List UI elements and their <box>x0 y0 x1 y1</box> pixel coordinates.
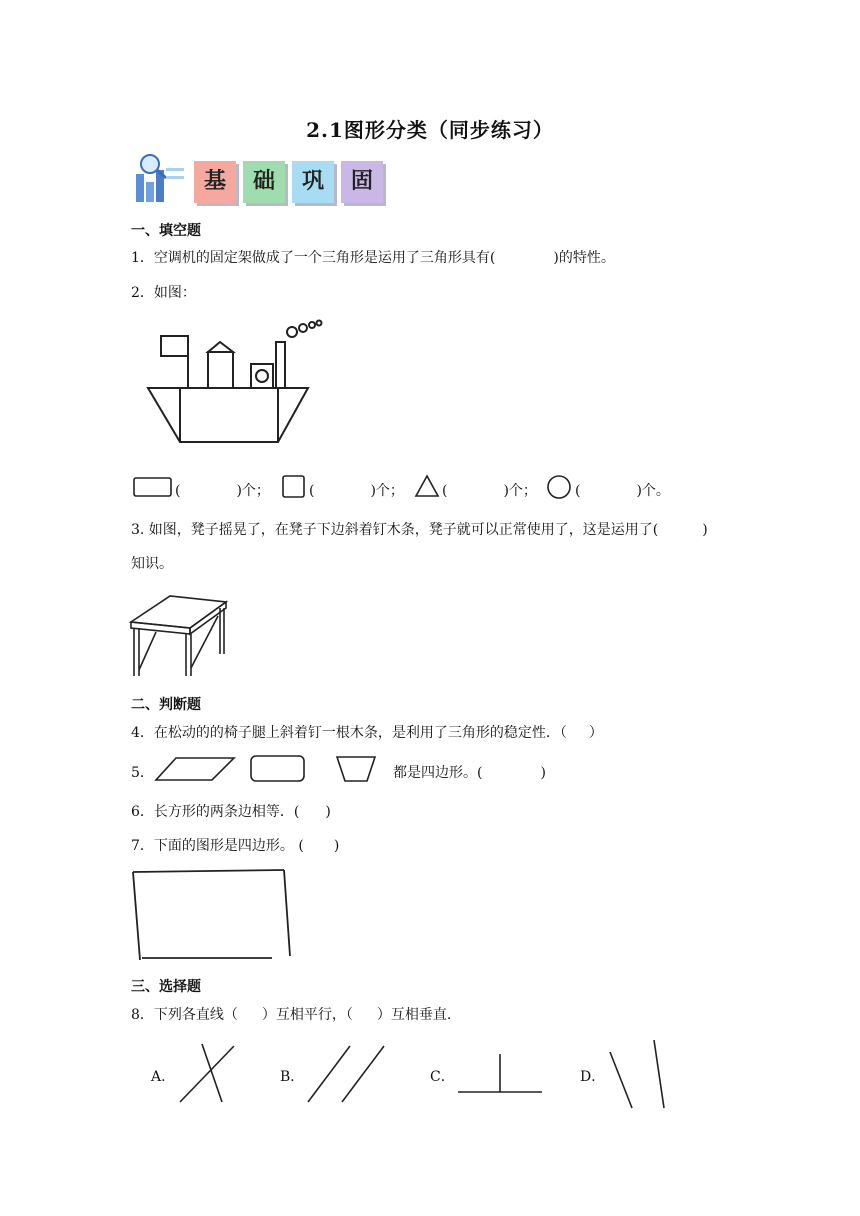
section-choice-heading: 三、选择题 <box>131 979 201 995</box>
circle-count: ( )个。 <box>575 483 670 499</box>
ship-figure <box>140 318 330 448</box>
rectangle-count: ( )个； <box>175 483 270 499</box>
trapezoid-icon <box>335 755 377 783</box>
question-3-line-2: 知识。 <box>131 556 173 572</box>
banner-tile-4: 固 <box>341 161 383 203</box>
section-fill-heading: 一、填空题 <box>131 223 201 239</box>
banner-tile-2: 础 <box>243 161 285 203</box>
triangle-count: ( )个； <box>442 483 537 499</box>
option-d-label: D． <box>580 1069 606 1085</box>
question-5-text: 都是四边形。( ) <box>393 765 546 781</box>
question-2: 2．如图： <box>131 285 196 301</box>
square-icon <box>282 475 306 499</box>
question-5-number: 5． <box>131 765 154 781</box>
option-b-parallel-lines <box>306 1044 388 1106</box>
question-3-line-1: 3. 如图，凳子摇晃了，在凳子下边斜着钉木条，凳子就可以正常使用了，这是运用了( ) <box>131 522 708 538</box>
square-count: ( )个； <box>309 483 404 499</box>
option-c-perpendicular-lines <box>456 1052 544 1096</box>
circle-icon <box>546 474 572 500</box>
option-d-lines <box>608 1038 668 1110</box>
banner-tile-1: 基 <box>194 161 236 203</box>
page-title: 2.1图形分类（同步练习） <box>306 118 554 142</box>
option-a-label: A． <box>151 1069 176 1085</box>
option-b-label: B． <box>280 1069 305 1085</box>
question-1 <box>131 247 615 267</box>
magnifier-logo-icon <box>130 152 186 204</box>
question-8: 8．下列各直线（ ）互相平行，（ ）互相垂直. <box>131 1007 452 1023</box>
question-6: 6．长方形的两条边相等．( ) <box>131 804 331 820</box>
question-1-text: 1．空调机的固定架做成了一个三角形是运用了三角形具有( <box>131 250 496 266</box>
rectangle-icon <box>133 476 173 498</box>
banner-tile-3: 巩 <box>292 161 334 203</box>
open-quadrilateral-figure <box>130 868 294 962</box>
section-judge-heading: 二、判断题 <box>131 697 201 713</box>
question-7: 7．下面的图形是四边形。 ( ) <box>131 838 340 854</box>
option-c-label: C． <box>430 1069 455 1085</box>
parallelogram-icon <box>154 756 236 782</box>
question-4: 4．在松动的的椅子腿上斜着钉一根木条，是利用了三角形的稳定性．（ ） <box>131 725 603 741</box>
rounded-rectangle-icon <box>250 755 306 783</box>
triangle-icon <box>414 474 440 498</box>
question-1-end: )的特性。 <box>553 250 615 266</box>
stool-figure <box>128 594 232 680</box>
option-a-intersecting-lines <box>178 1042 238 1106</box>
